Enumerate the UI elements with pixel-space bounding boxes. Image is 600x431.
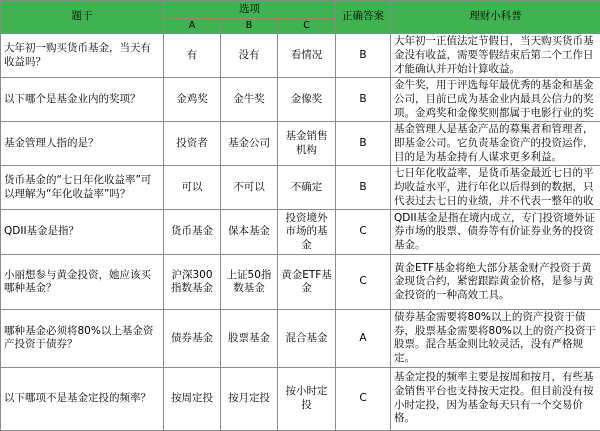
question-cell: 小丽想参与黄金投资，她应该买哪种基金？: [1, 255, 164, 310]
answer-cell: B: [336, 34, 391, 78]
option-b-cell: 金牛奖: [221, 78, 278, 122]
option-a-cell: 沪深300指数基金: [164, 255, 221, 310]
header-option-b: B: [221, 19, 278, 34]
tip-cell: 七日年化收益率，是货币基金最近七日的平均收益水平，进行年化以后得到的数据，只代表过去七日的业绩，并不代表一整年的收: [391, 166, 600, 210]
answer-cell: B: [336, 122, 391, 166]
tip-cell: QDII基金是指在境内成立，专门投资境外证券市场的股票、债券等有价证券业务的投资基金。: [391, 210, 600, 255]
header-answer: 正确答案: [336, 1, 391, 34]
option-a-cell: 可以: [164, 166, 221, 210]
table-row: [1, 210, 600, 255]
table-row: [1, 34, 600, 78]
option-c-cell: 黄金ETF基金: [278, 255, 336, 310]
header-option-c: C: [278, 19, 336, 34]
answer-cell: C: [336, 255, 391, 310]
option-b-cell: 不可以: [221, 166, 278, 210]
option-a-cell: 金鸡奖: [164, 78, 221, 122]
answer-cell: B: [336, 166, 391, 210]
option-b-cell: 按月定投: [221, 367, 278, 430]
question-cell: QDII基金是指？: [1, 210, 164, 255]
table-row: [1, 122, 600, 166]
option-c-cell: 按小时定投: [278, 367, 336, 430]
tip-cell: 黄金ETF基金将绝大部分基金财产投资于黄金现货合约，紧密跟踪黄金价格，是参与黄金投资的一种高效工具。: [391, 255, 600, 310]
tip-cell: 基金管理人是基金产品的募集者和管理者，即基金公司。它负责基金资产的投资运作，目的是为基金持有人谋求更多利益。: [391, 122, 600, 166]
question-cell: 基金管理人指的是？: [1, 122, 164, 166]
answer-cell: B: [336, 78, 391, 122]
option-b-cell: 保本基金: [221, 210, 278, 255]
tip-cell: 基金定投的频率主要是按周和按月，有些基金销售平台也支持按天定投。但目前没有按小时定投，因为基金每天只有一个交易价格。: [391, 367, 600, 430]
tip-cell: 金牛奖，用于评选每年最优秀的基金和基金公司，目前已成为基金业内最具公信力的奖项。金鸡奖和金像奖则都属于电影行业的奖: [391, 78, 600, 122]
option-c-cell: 看情况: [278, 34, 336, 78]
option-a-cell: 按周定投: [164, 367, 221, 430]
question-cell: 以下哪个是基金业内的奖项？: [1, 78, 164, 122]
table-header: [1, 1, 600, 34]
option-a-cell: 货币基金: [164, 210, 221, 255]
answer-cell: A: [336, 310, 391, 368]
answer-cell: C: [336, 210, 391, 255]
table-row: [1, 310, 600, 368]
header-tip: 理财小科普: [391, 1, 600, 34]
option-a-cell: 有: [164, 34, 221, 78]
tip-cell: 大年初一正值法定节假日，当天购买货币基金没有收益，需要等假结束后第二个工作日才能确认并开始计算收益。: [391, 34, 600, 78]
option-b-cell: 没有: [221, 34, 278, 78]
option-b-cell: 股票基金: [221, 310, 278, 368]
option-c-cell: 不确定: [278, 166, 336, 210]
header-option-a: A: [164, 19, 221, 34]
option-b-cell: 上证50指数基金: [221, 255, 278, 310]
table-row: [1, 78, 600, 122]
header-options: 选项: [164, 1, 336, 19]
option-c-cell: 混合基金: [278, 310, 336, 368]
question-cell: 哪种基金必须将80%以上基金资产投资于债券？: [1, 310, 164, 368]
option-c-cell: 金像奖: [278, 78, 336, 122]
table-row: [1, 255, 600, 310]
answer-cell: C: [336, 367, 391, 430]
question-cell: 以下哪项不是基金定投的频率？: [1, 367, 164, 430]
option-c-cell: 投资境外市场的基金: [278, 210, 336, 255]
option-c-cell: 基金销售机构: [278, 122, 336, 166]
option-a-cell: 债券基金: [164, 310, 221, 368]
header-question: 题干: [1, 1, 164, 34]
option-a-cell: 投资者: [164, 122, 221, 166]
question-cell: 大年初一购买货币基金，当天有收益吗？: [1, 34, 164, 78]
table-row: [1, 166, 600, 210]
option-b-cell: 基金公司: [221, 122, 278, 166]
question-cell: 货币基金的“七日年化收益率”可以理解为“年化收益率”吗？: [1, 166, 164, 210]
table-row: [1, 367, 600, 430]
tip-cell: 债券基金需要将80%以上的资产投资于债券，股票基金需要将80%以上的资产投资于股票。混合基金则比较灵活，没有严格规定。: [391, 310, 600, 368]
